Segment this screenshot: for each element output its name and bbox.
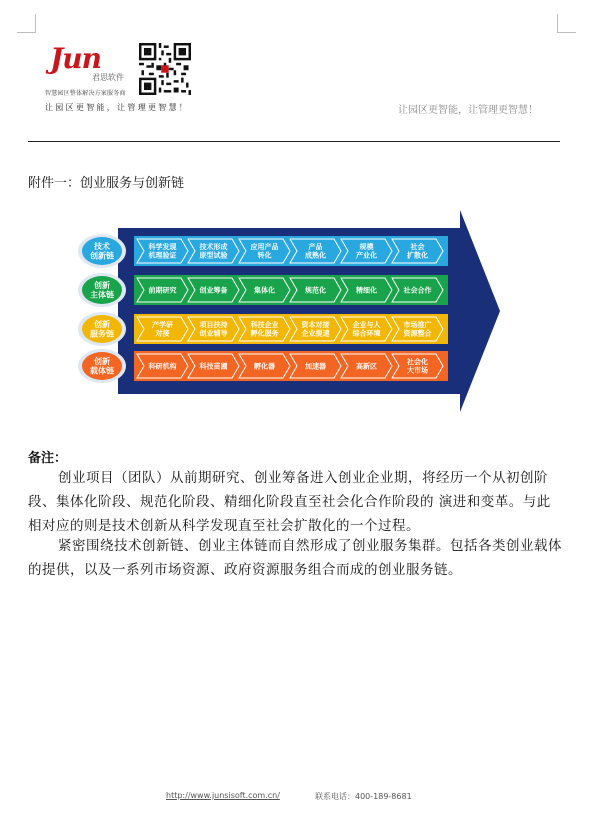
chain-step-label-line: 科技苗圃 (199, 362, 228, 371)
notes-heading: 备注： (28, 451, 68, 466)
notes-paragraph-2: 紧密围绕技术创新链、创业主体链而自然形成了创业服务集群。包括各类创业载体的提供，以及一系列市场资源、政府资源服务组合而成的创业服务链。 (28, 538, 562, 578)
chain-step-label-line: 成熟化 (305, 251, 326, 260)
slogan-left: 让园区更智能，让管理更智慧！ (45, 103, 190, 112)
chain-step-label-line: 产学研 (152, 321, 173, 330)
chain-step-label (301, 320, 330, 338)
chain-step-label (149, 285, 177, 294)
chain-step-label-line: 创业筹备 (199, 286, 228, 295)
chain-step-label-line: 孵化器 (254, 362, 275, 371)
chain-step-label-line: 孵化服务 (250, 329, 279, 338)
page-title: 附件一：创业服务与创新链 (28, 176, 185, 191)
row-label-line: 创新 (94, 281, 110, 291)
innovation-chain-diagram (78, 208, 500, 414)
chain-step-label-line: 原型试验 (199, 251, 228, 260)
row-label-line: 技术 (94, 242, 110, 252)
chain-step-label (199, 242, 228, 260)
chain-step-label (199, 285, 228, 294)
chain-step-label (403, 285, 432, 294)
chain-step-label-line: 技术形成 (199, 243, 228, 252)
slogan-right: 让园区更智能，让管理更智慧！ (398, 105, 538, 116)
crop-mark-top-left (17, 14, 36, 33)
chain-step-label-line: 科技企业 (250, 321, 279, 330)
chain-step-label-line: 机理验证 (148, 251, 177, 260)
chain-step-label-line: 科学发现 (148, 243, 177, 252)
chain-step-label-line: 产品 (308, 243, 323, 252)
logo-chinese-name: 君思软件 (92, 73, 124, 82)
chain-step-label-line: 资源整合 (403, 329, 432, 338)
chain-step-label-line: 社会合作 (403, 286, 432, 295)
row-label-line: 创新 (94, 320, 110, 330)
chain-step-label-line: 集体化 (254, 286, 275, 295)
chain-step-label-line: 综合环境 (352, 329, 381, 338)
chain-step-label-line: 企业与人 (352, 321, 381, 330)
chain-step-label (356, 361, 377, 370)
company-logo (50, 44, 130, 94)
chain-step-label (355, 285, 377, 294)
footer-phone: 联系电话：400-189-8681 (315, 792, 412, 801)
chain-step-label-line: 产业化 (356, 251, 377, 260)
chain-step-label-line: 市场推广 (403, 321, 432, 330)
chain-step-label-line: 资本对接 (301, 321, 330, 330)
chain-step-label (404, 320, 432, 338)
chain-step-label-line: 精细化 (356, 286, 377, 295)
logo-wordmark: Jun (50, 42, 101, 75)
chain-step-label-line: 规范化 (305, 286, 326, 295)
chain-step-label-line: 转化 (257, 251, 272, 260)
chain-step-label-line: 对接 (155, 329, 170, 338)
chain-step-label-line: 科研机构 (148, 362, 177, 371)
chain-step-label-line: 前期研究 (148, 286, 177, 295)
chain-step-label-line: 创业辅导 (199, 329, 228, 338)
chain-step-label (199, 361, 228, 370)
chain-step-label-line: 加速器 (305, 362, 326, 371)
chain-step-label-line: 高新区 (356, 362, 377, 371)
chain-step-label (304, 285, 326, 294)
chain-step-label-line: 扩散化 (407, 251, 428, 260)
qr-code-icon (139, 43, 191, 95)
row-label-line: 主体链 (90, 290, 114, 300)
chain-step-label (406, 357, 428, 375)
logo-tagline: 智慧园区整体解决方案服务商 (45, 90, 126, 97)
chain-step-label (199, 320, 228, 338)
row-label-line: 创新链 (90, 251, 114, 261)
chain-step-label (304, 361, 326, 370)
footer-website-link[interactable]: http://www.junsisoft.com.cn/ (166, 791, 280, 800)
chain-step-label-line: 企业提速 (301, 329, 330, 338)
chain-step-label (352, 320, 381, 338)
chain-step-label (148, 361, 177, 370)
header-divider (28, 141, 560, 142)
row-label-line: 载体链 (90, 366, 114, 376)
chain-step-label (254, 285, 275, 294)
chain-step-label (250, 320, 279, 338)
chain-step-label-line: 社会化 (407, 358, 428, 367)
chain-step-label-line: 社会 (410, 243, 425, 252)
chain-step-label (148, 242, 177, 260)
notes-paragraph-1: 创业项目（团队）从前期研究、创业筹备进入创业企业期，将经历一个从初创阶段、集体化阶段、规范化阶段、精细化阶段直至社会化合作阶段的 演进和变革。与此相对应的则是技术创新从科学发现直至社会扩散化的一个过程。 (28, 470, 551, 534)
chain-step-label-line: 应用产品 (250, 243, 279, 252)
chain-step-label-line: 大市场 (407, 366, 428, 375)
chain-step-label-line: 项目扶持 (199, 321, 228, 330)
crop-mark-top-right (557, 14, 576, 33)
chain-step-label (254, 361, 275, 370)
chain-step-label-line: 规模 (359, 243, 374, 252)
row-label-line: 服务链 (90, 329, 114, 339)
row-label-line: 创新 (94, 357, 110, 367)
